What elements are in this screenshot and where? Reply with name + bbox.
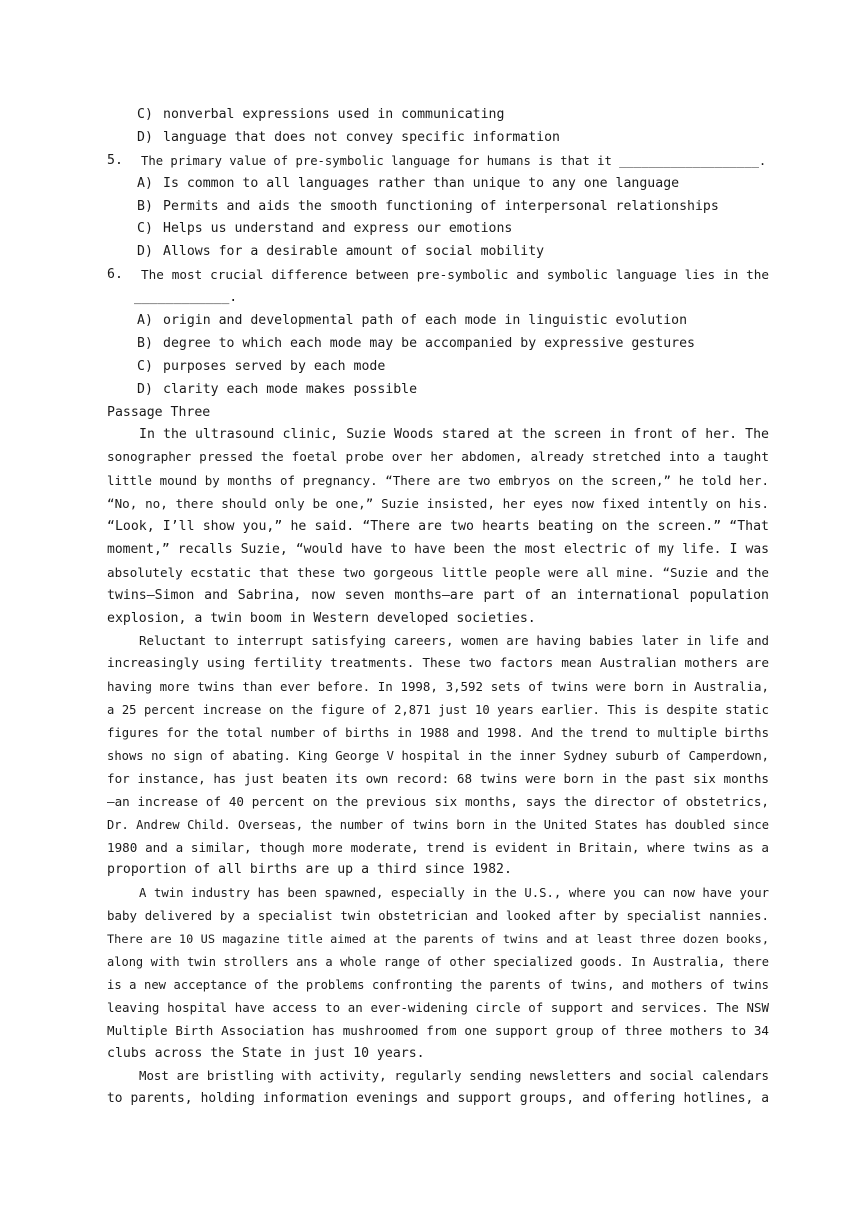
paragraph-line: figures for the total number of births in 1988 and 1998. And the trend to multiple births bbox=[107, 726, 769, 741]
question-5 bbox=[107, 150, 769, 173]
question-text: The primary value of pre-symbolic language for humans is that it ___________________. bbox=[141, 153, 767, 168]
question-6 bbox=[107, 264, 769, 287]
paragraph-4 bbox=[107, 1065, 769, 1111]
option-letter: B) bbox=[137, 335, 153, 351]
document-page bbox=[107, 104, 769, 1111]
paragraph-line: along with twin strollers ans a whole range of other specialized goods. In Australia, there bbox=[107, 954, 769, 969]
paragraph-1 bbox=[107, 424, 769, 630]
paragraph-3 bbox=[107, 882, 769, 1065]
option-letter: C) bbox=[137, 358, 153, 374]
paragraph-line: Reluctant to interrupt satisfying careers, women are having babies later in life and bbox=[139, 633, 769, 649]
question-text: The most crucial difference between pre-symbolic and symbolic language lies in the bbox=[141, 267, 769, 283]
option-letter: B) bbox=[137, 198, 153, 214]
paragraph-2 bbox=[107, 630, 769, 882]
q4-option-d bbox=[107, 127, 769, 150]
option-letter: A) bbox=[137, 175, 153, 191]
question-number: 5. bbox=[107, 152, 123, 168]
paragraph-line: “No, no, there should only be one,” Suzie insisted, her eyes now fixed intently on his. bbox=[107, 496, 769, 512]
paragraph-line: “Look, I’ll show you,” he said. “There are two hearts beating on the screen.” “That bbox=[107, 519, 769, 535]
paragraph-line: sonographer pressed the foetal probe over her abdomen, already stretched into a taught bbox=[107, 450, 769, 466]
paragraph-line: clubs across the State in just 10 years. bbox=[107, 1045, 425, 1061]
option-text: degree to which each mode may be accompanied by expressive gestures bbox=[163, 335, 695, 351]
option-letter: D) bbox=[137, 381, 153, 397]
paragraph-line: absolutely ecstatic that these two gorgeous little people were all mine. “Suzie and the bbox=[107, 564, 769, 580]
option-text: origin and developmental path of each mode in linguistic evolution bbox=[163, 313, 688, 329]
option-letter: D) bbox=[137, 129, 153, 145]
paragraph-line: twins—Simon and Sabrina, now seven months—are part of an international population bbox=[107, 587, 769, 603]
q6-option-c bbox=[107, 356, 769, 379]
option-letter: C) bbox=[137, 107, 153, 122]
paragraph-line: a 25 percent increase on the figure of 2,871 just 10 years earlier. This is despite static bbox=[107, 703, 769, 718]
paragraph-line: baby delivered by a specialist twin obstetrician and looked after by specialist nannies. bbox=[107, 908, 769, 924]
question-number: 6. bbox=[107, 267, 123, 283]
paragraph-line: —an increase of 40 percent on the previous six months, says the director of obstetrics, bbox=[107, 793, 769, 809]
paragraph-line: proportion of all births are up a third since 1982. bbox=[107, 862, 512, 878]
option-text: Is common to all languages rather than unique to any one language bbox=[163, 175, 680, 191]
paragraph-line: explosion, a twin boom in Western developed societies. bbox=[107, 610, 536, 626]
option-text: nonverbal expressions used in communicating bbox=[163, 107, 505, 122]
passage-title: Passage Three bbox=[107, 404, 211, 420]
paragraph-line: In the ultrasound clinic, Suzie Woods stared at the screen in front of her. The bbox=[139, 427, 769, 443]
paragraph-line: is a new acceptance of the problems confronting the parents of twins, and mothers of twins bbox=[107, 977, 769, 992]
option-letter: A) bbox=[137, 313, 153, 329]
paragraph-line: There are 10 US magazine title aimed at the parents of twins and at least three dozen books, bbox=[107, 932, 769, 947]
paragraph-line: A twin industry has been spawned, especially in the U.S., where you can now have your bbox=[139, 886, 769, 901]
question-6-continuation bbox=[107, 287, 769, 310]
paragraph-line: Multiple Birth Association has mushroomed from one support group of three mothers to 34 bbox=[107, 1022, 769, 1038]
paragraph-line: to parents, holding information evenings and support groups, and offering hotlines, a bbox=[107, 1091, 769, 1107]
paragraph-line: Most are bristling with activity, regularly sending newsletters and social calendars bbox=[139, 1068, 769, 1084]
paragraph-line: moment,” recalls Suzie, “would have to have been the most electric of my life. I was bbox=[107, 541, 769, 557]
option-text: Allows for a desirable amount of social mobility bbox=[163, 244, 545, 260]
q6-option-b bbox=[107, 333, 769, 356]
option-letter: C) bbox=[137, 221, 153, 237]
q5-option-c bbox=[107, 218, 769, 241]
option-text: purposes served by each mode bbox=[163, 358, 386, 374]
paragraph-line: for instance, has just beaten its own record: 68 twins were born in the past six months bbox=[107, 770, 769, 786]
paragraph-line: Dr. Andrew Child. Overseas, the number of twins born in the United States has doubled since bbox=[107, 817, 769, 832]
paragraph-line: having more twins than ever before. In 1998, 3,592 sets of twins were born in Australia, bbox=[107, 679, 769, 695]
option-text: Permits and aids the smooth functioning of interpersonal relationships bbox=[163, 198, 719, 214]
paragraph-line: little mound by months of pregnancy. “There are two embryos on the screen,” he told her. bbox=[107, 473, 769, 489]
q5-option-a bbox=[107, 173, 769, 196]
q6-option-d bbox=[107, 379, 769, 402]
option-text: clarity each mode makes possible bbox=[163, 381, 418, 397]
q5-option-b bbox=[107, 196, 769, 219]
paragraph-line: increasingly using fertility treatments. These two factors mean Australian mothers are bbox=[107, 656, 769, 672]
q6-option-a bbox=[107, 310, 769, 333]
q5-option-d bbox=[107, 241, 769, 264]
answer-blank: ____________. bbox=[134, 290, 238, 306]
q4-option-c bbox=[107, 104, 769, 127]
paragraph-line: shows no sign of abating. King George V hospital in the inner Sydney suburb of Camperdown, bbox=[107, 748, 769, 763]
option-letter: D) bbox=[137, 244, 153, 260]
paragraph-line: leaving hospital have access to an ever-widening circle of support and services. The NSW bbox=[107, 999, 769, 1015]
option-text: language that does not convey specific information bbox=[163, 129, 560, 145]
option-text: Helps us understand and express our emotions bbox=[163, 221, 513, 237]
paragraph-line: 1980 and a similar, though more moderate, trend is evident in Britain, where twins as a bbox=[107, 839, 769, 855]
